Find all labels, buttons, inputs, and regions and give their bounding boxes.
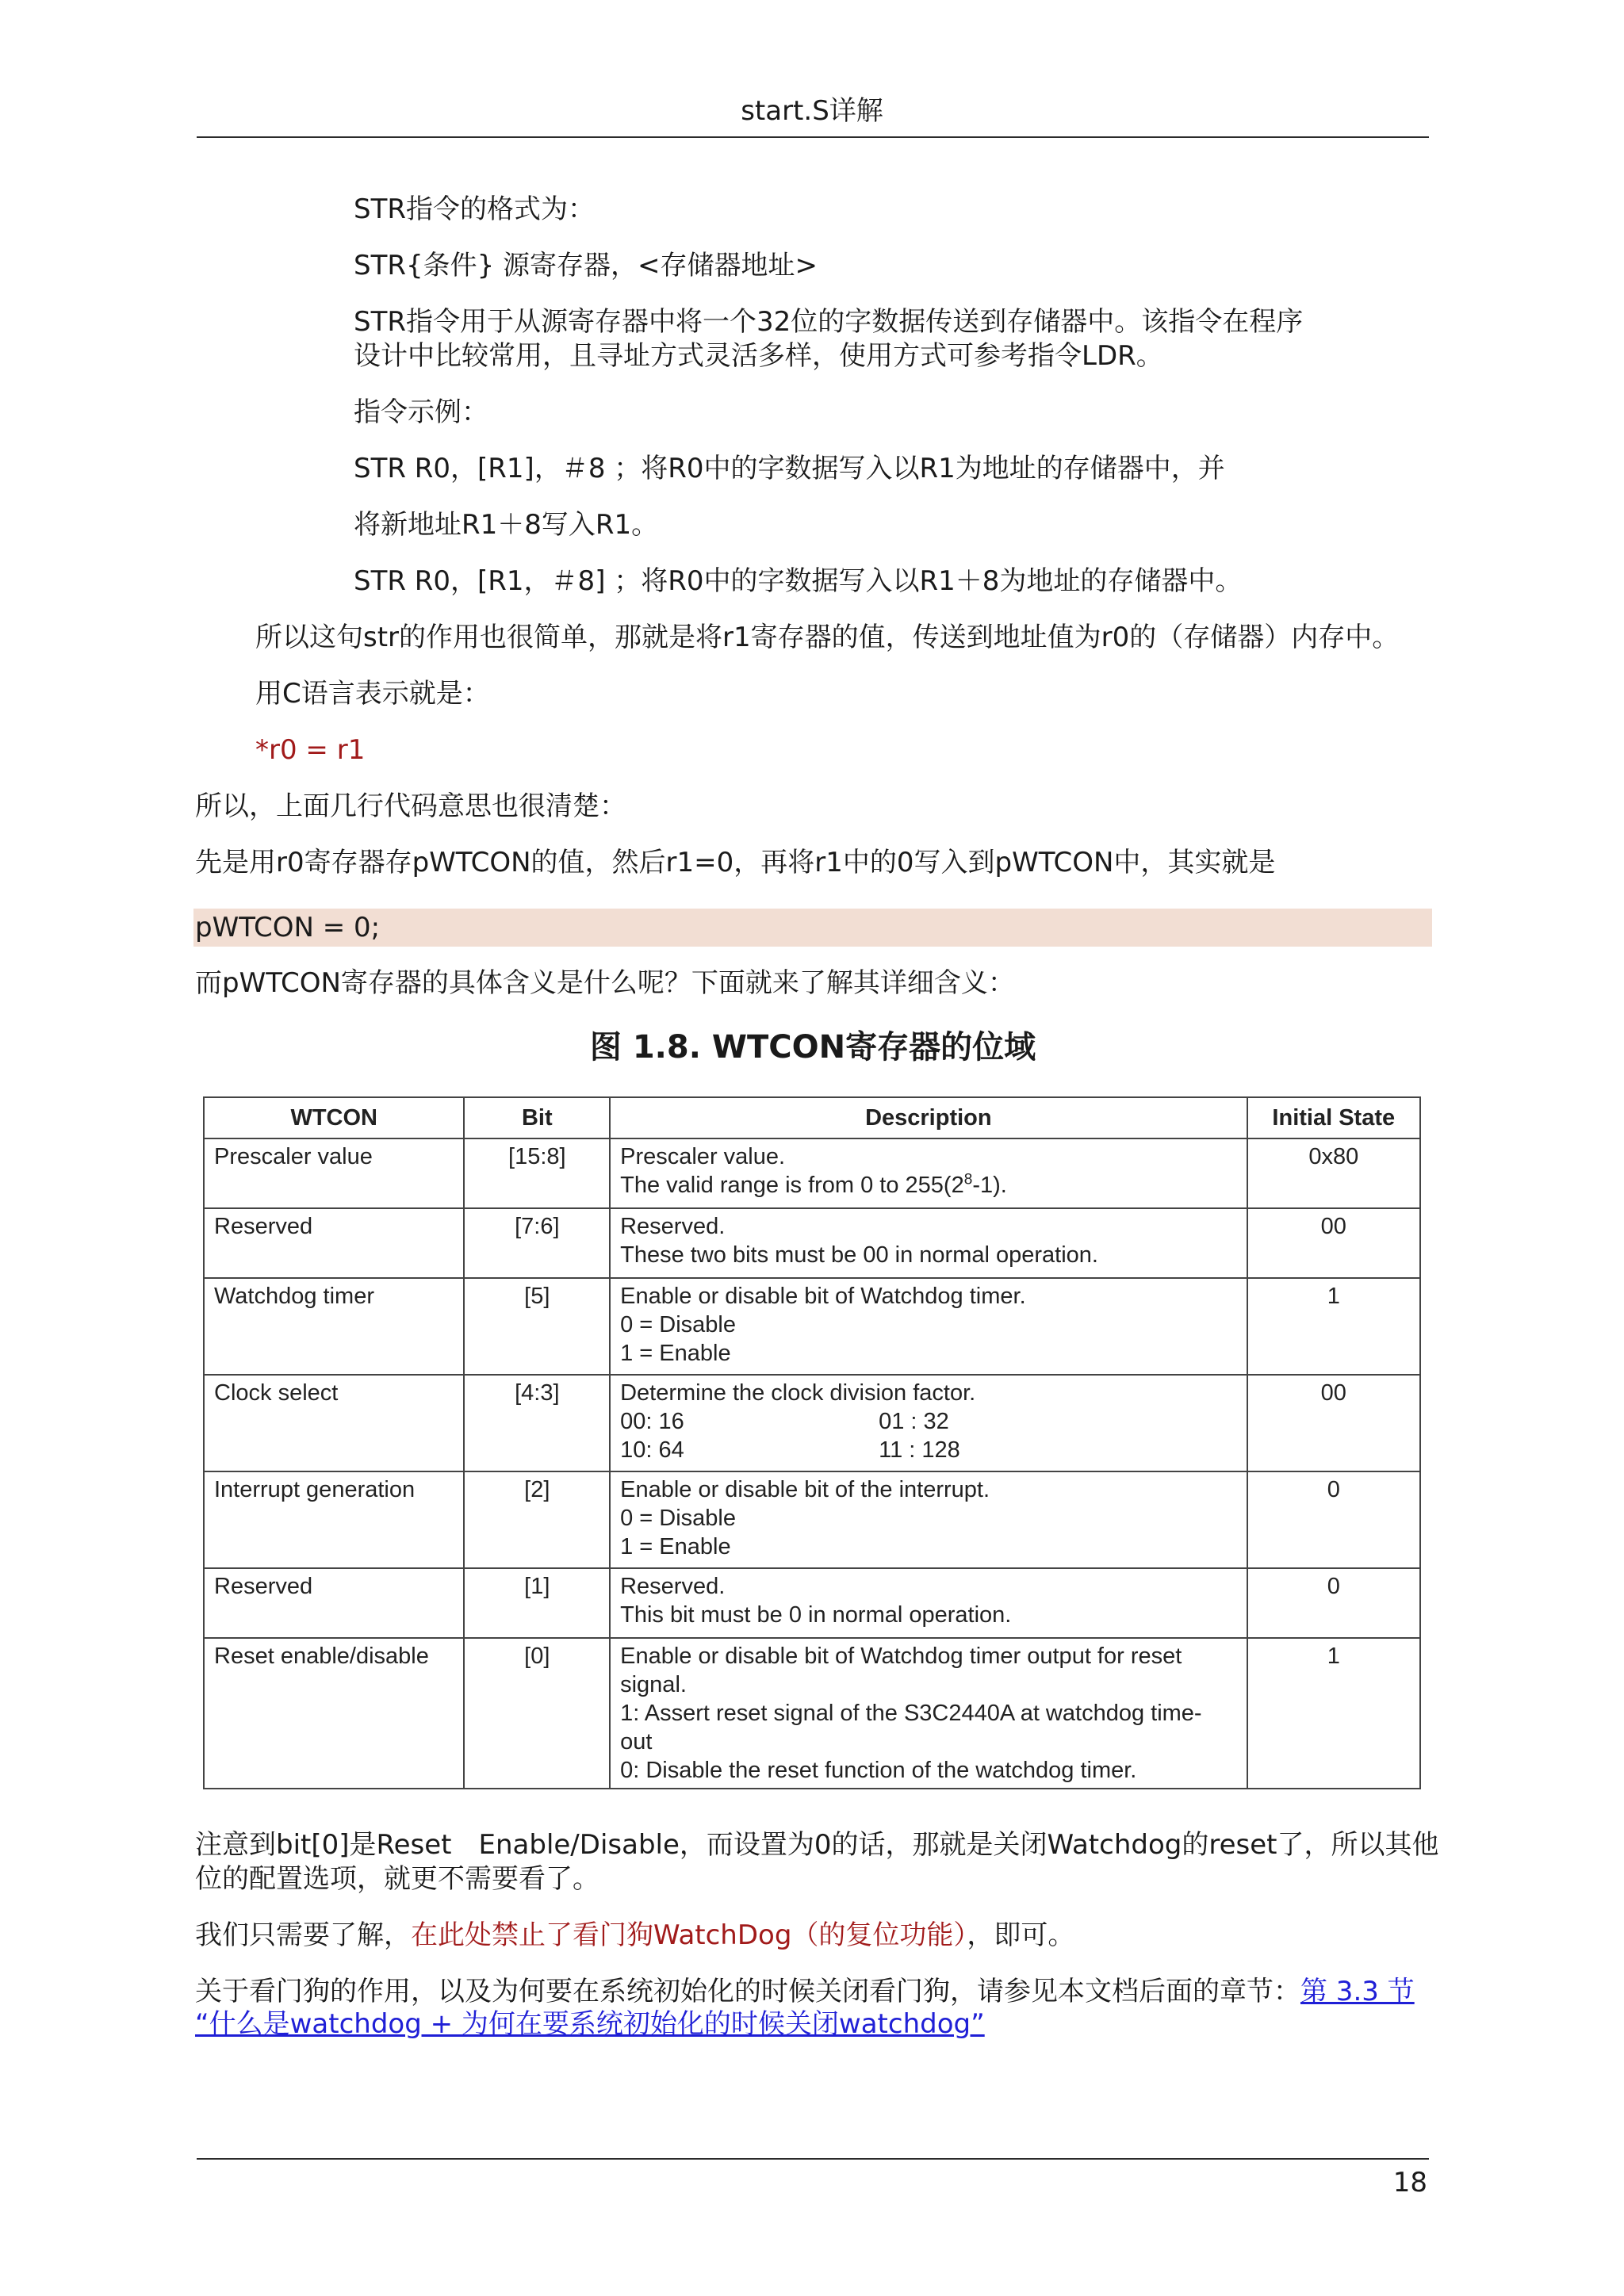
initial-state: 0x80 [1247,1138,1420,1208]
table-row [204,1471,1420,1568]
table-row [204,1278,1420,1375]
field-description [610,1138,1247,1208]
bit-range: [2] [464,1471,610,1568]
bit-range: [0] [464,1638,610,1789]
field-description [610,1568,1247,1638]
desc-line: Enable or disable bit of Watchdog timer. [620,1284,1026,1309]
page-number: 18 [1392,2167,1427,2198]
desc-line: This bit must be 0 in normal operation. [620,1602,1012,1628]
para-summary: 所以，上面几行代码意思也很清楚： [195,790,626,822]
code-highlight: pWTCON = 0; [195,912,381,943]
desc-line: 1: Assert reset signal of the S3C2440A at watchdog time- [620,1701,1202,1726]
field-description [610,1471,1247,1568]
figure-caption: 图 1.8. WTCON寄存器的位域 [589,1029,1036,1066]
desc-line: 1 = Enable [620,1534,731,1559]
table-row [204,1568,1420,1638]
field-name: Reserved [204,1568,464,1638]
divider-options: 00: 16 01 : 32 [620,1409,949,1434]
column-header: WTCON [204,1097,464,1138]
desc-line: Reserved. [620,1214,726,1239]
field-description [610,1208,1247,1278]
running-header: start.S详解 [741,95,883,127]
initial-state: 0 [1247,1568,1420,1638]
note-line1: 注意到bit[0]是Reset Enable/Disable，而设置为0的话，那就是关闭Watchdog的reset了，所以其他 [195,1829,1439,1861]
bit-range: [15:8] [464,1138,610,1208]
field-name: Prescaler value [204,1138,464,1208]
str-format-label: STR指令的格式为： [354,193,595,225]
table-header-row [204,1097,1420,1138]
desc-line: Enable or disable bit of Watchdog timer output for reset [620,1644,1182,1669]
bit-range: [1] [464,1568,610,1638]
initial-state: 1 [1247,1278,1420,1375]
code-c-expression: *r0 = r1 [255,734,366,766]
table-row [204,1138,1420,1208]
example1-line2: 将新地址R1＋8写入R1。 [354,509,659,541]
initial-state: 00 [1247,1208,1420,1278]
initial-state: 0 [1247,1471,1420,1568]
section-link[interactable]: 第 3.3 节 [1300,1976,1415,2007]
field-description [610,1375,1247,1471]
column-header: Initial State [1247,1097,1420,1138]
table-row [204,1638,1420,1789]
bit-range: [4:3] [464,1375,610,1471]
bit-range: [5] [464,1278,610,1375]
str-description-line1: STR指令用于从源寄存器中将一个32位的字数据传送到存储器中。该指令在程序 [354,306,1304,338]
desc-line: out [620,1729,653,1755]
footer-divider [197,2158,1429,2160]
reference-line1: 关于看门狗的作用，以及为何要在系统初始化的时候关闭看门狗，请参见本文档后面的章节：第 3.3 节 [195,1976,1415,2007]
field-name: Reset enable/disable [204,1638,464,1789]
para-str-meaning: 所以这句str的作用也很简单，那就是将r1寄存器的值，传送到地址值为r0的（存储器）内存中。 [255,622,1400,653]
example2: STR R0，[R1，＃8] ；将R0中的字数据写入以R1＋8为地址的存储器中。 [354,565,1243,597]
desc-line: Reserved. [620,1574,726,1599]
initial-state: 00 [1247,1375,1420,1471]
column-header: Bit [464,1097,610,1138]
highlighted-conclusion: 在此处禁止了看门狗WatchDog（的复位功能） [411,1919,967,1951]
initial-state: 1 [1247,1638,1420,1789]
desc-line: These two bits must be 00 in normal operation. [620,1242,1098,1268]
wtcon-register-table [203,1096,1421,1789]
field-name: Clock select [204,1375,464,1471]
desc-line: 0: Disable the reset function of the watchdog timer. [620,1758,1137,1783]
column-header: Description [610,1097,1247,1138]
field-name: Reserved [204,1208,464,1278]
desc-line: signal. [620,1672,687,1697]
field-description [610,1638,1247,1789]
desc-line: The valid range is from 0 to $255(2^8-1)$. [620,1171,1007,1198]
example1-line1: STR R0，[R1]，＃8 ；将R0中的字数据写入以R1为地址的存储器中，并 [354,453,1225,484]
desc-line: 1 = Enable [620,1341,731,1366]
note-line2: 位的配置选项，就更不需要看了。 [195,1863,599,1895]
section-title-link[interactable]: “什么是watchdog + 为何在要系统初始化的时候关闭watchdog” [195,2008,985,2040]
desc-line: 0 = Disable [620,1506,737,1531]
str-format-syntax: STR{条件} 源寄存器，<存储器地址> [354,250,818,281]
example-label: 指令示例： [354,396,488,428]
field-description [610,1278,1247,1375]
field-name: Interrupt generation [204,1471,464,1568]
table-row [204,1375,1420,1471]
header-divider [197,136,1429,138]
para-explain: 先是用r0寄存器存pWTCON的值，然后r1=0，再将r1中的0写入到pWTCON中，其实就是 [195,847,1276,878]
desc-line: Prescaler value. [620,1144,786,1169]
table-row [204,1208,1420,1278]
desc-line: 0 = Disable [620,1312,737,1337]
para-c-label: 用C语言表示就是： [255,678,490,710]
need-to-know: 我们只需要了解，在此处禁止了看门狗WatchDog（的复位功能），即可。 [195,1919,1075,1951]
field-name: Watchdog timer [204,1278,464,1375]
divider-options: 10: 64 11 : 128 [620,1437,960,1463]
desc-line: Enable or disable bit of the interrupt. [620,1477,990,1502]
reference-line2 [195,2007,985,2041]
str-description-line2: 设计中比较常用，且寻址方式灵活多样，使用方式可参考指令LDR。 [354,340,1163,372]
bit-range: [7:6] [464,1208,610,1278]
desc-line: Determine the clock division factor. [620,1380,976,1406]
para-question: 而pWTCON寄存器的具体含义是什么呢？下面就来了解其详细含义： [195,967,1015,999]
